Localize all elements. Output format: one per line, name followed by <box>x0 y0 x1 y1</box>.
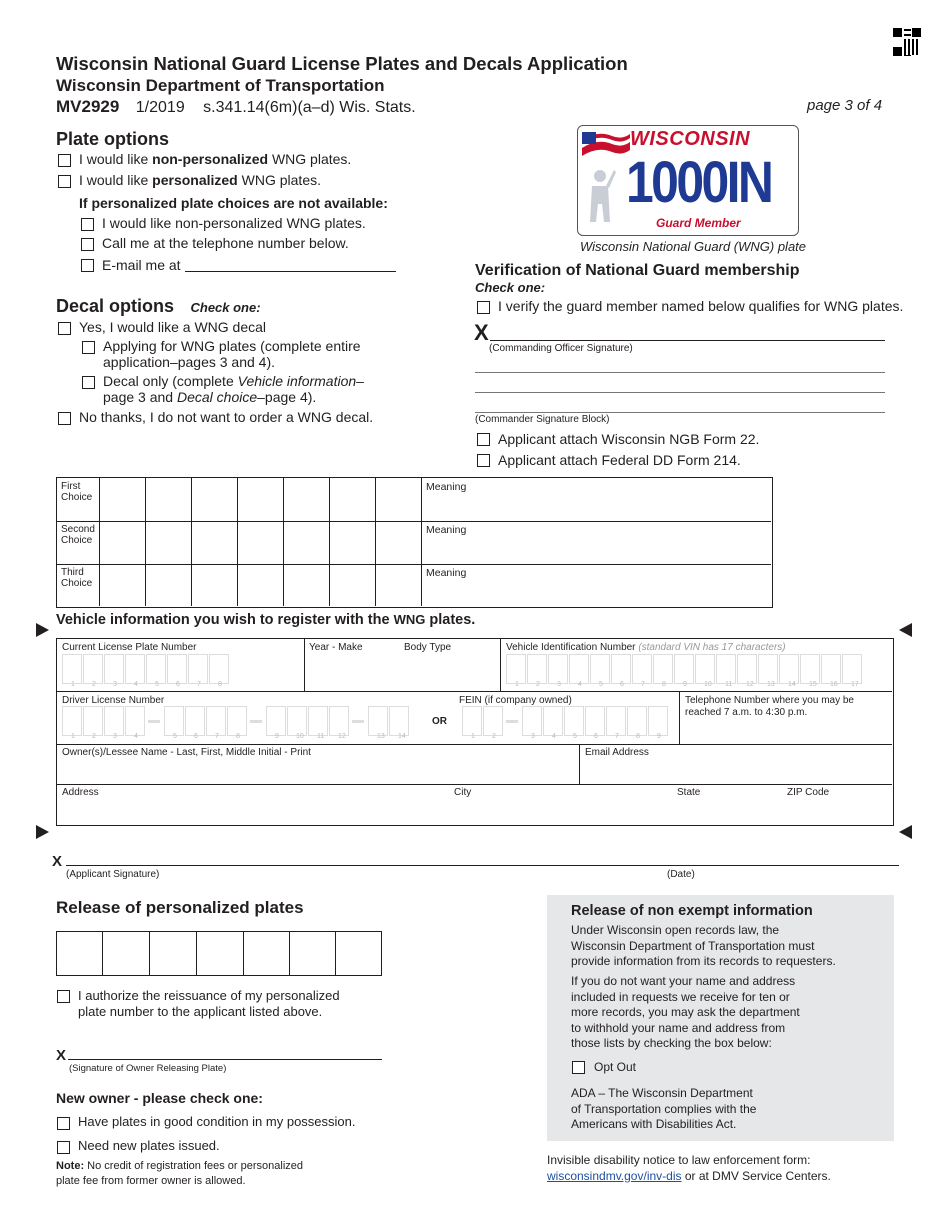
call-me-checkbox[interactable] <box>81 238 94 251</box>
digit-box[interactable] <box>548 654 568 684</box>
verify-member-checkbox[interactable] <box>477 301 490 314</box>
fein-boxes[interactable] <box>462 706 677 742</box>
digit-box[interactable] <box>104 654 124 684</box>
signature-block-line-3[interactable] <box>475 412 885 413</box>
digit-number: 4 <box>578 681 582 688</box>
digit-number: 8 <box>662 681 666 688</box>
alt-non-personalized-checkbox[interactable] <box>81 218 94 231</box>
digit-box[interactable] <box>606 706 626 736</box>
digit-box[interactable] <box>167 654 187 684</box>
driver-license-boxes[interactable] <box>62 706 427 742</box>
digit-number: 8 <box>218 681 222 688</box>
decal-with-plates-checkbox[interactable] <box>82 341 95 354</box>
digit-box[interactable] <box>287 706 307 736</box>
digit-number: 1 <box>71 681 75 688</box>
email-me-label: E-mail me at <box>102 257 181 273</box>
digit-box[interactable] <box>83 654 103 684</box>
call-me-label: Call me at the telephone number below. <box>102 235 349 251</box>
digit-number: 17 <box>851 681 859 688</box>
digit-number: 5 <box>573 733 577 740</box>
meaning-label: Meaning <box>426 481 467 493</box>
alignment-arrow-left-bottom <box>36 825 49 839</box>
separator-dash <box>352 720 364 723</box>
digit-number: 2 <box>536 681 540 688</box>
new-owner-heading: New owner - please check one: <box>56 1090 263 1106</box>
plate-choices-grid <box>56 477 773 608</box>
meaning-label: Meaning <box>426 567 467 579</box>
choice-label: Second Choice <box>61 524 95 546</box>
body-type-label: Body Type <box>404 642 452 653</box>
digit-number: 10 <box>296 733 304 740</box>
digit-number: 6 <box>194 733 198 740</box>
digit-number: 4 <box>552 733 556 740</box>
digit-box[interactable] <box>266 706 286 736</box>
plate-tagline: Guard Member <box>656 216 741 230</box>
digit-number: 1 <box>471 733 475 740</box>
digit-box[interactable] <box>821 654 841 684</box>
signature-block-line-2[interactable] <box>475 392 885 393</box>
decal-only-label: Decal only (complete Vehicle information– page 3 and Decal choice–page 4). <box>103 373 364 405</box>
form-title: Wisconsin National Guard License Plates and Decals Application <box>56 53 628 74</box>
decal-no-label: No thanks, I do not want to order a WNG decal. <box>79 409 374 425</box>
email-me-checkbox[interactable] <box>81 259 94 272</box>
nonexempt-info-box <box>547 895 894 1141</box>
invisible-disability-link[interactable]: wisconsindmv.gov/inv-dis <box>547 1168 682 1183</box>
digit-box[interactable] <box>125 706 145 736</box>
plate-number-boxes[interactable] <box>62 654 302 690</box>
owner-release-signature-line[interactable] <box>68 1059 382 1060</box>
vehicle-info-table <box>56 638 894 826</box>
year-make-label: Year - Make <box>309 642 363 653</box>
digit-number: 12 <box>338 733 346 740</box>
personalized-label: I would like personalized WNG plates. <box>79 172 321 188</box>
choice-row <box>57 564 771 606</box>
digit-box[interactable] <box>758 654 778 684</box>
digit-number: 14 <box>788 681 796 688</box>
digit-box[interactable] <box>206 706 226 736</box>
or-label: OR <box>432 716 447 727</box>
digit-box[interactable] <box>329 706 349 736</box>
digit-number: 7 <box>197 681 201 688</box>
address-field[interactable] <box>57 799 891 824</box>
plate-options-title: Plate options <box>56 129 170 149</box>
officer-sig-x: X <box>474 320 489 345</box>
digit-number: 5 <box>599 681 603 688</box>
release-plate-boxes[interactable] <box>56 931 382 976</box>
digit-number: 6 <box>176 681 180 688</box>
digit-box[interactable] <box>308 706 328 736</box>
dd-form-checkbox[interactable] <box>477 454 490 467</box>
digit-number: 13 <box>767 681 775 688</box>
digit-box[interactable] <box>611 654 631 684</box>
vehicle-info-title: Vehicle information you wish to register with the WNG plates. <box>56 612 476 628</box>
separator-dash <box>506 720 518 723</box>
decal-options-title: Decal options <box>56 296 175 316</box>
plate-caption: Wisconsin National Guard (WNG) plate <box>580 239 807 254</box>
digit-box[interactable] <box>389 706 409 736</box>
form-statute: s.341.14(6m)(a–d) Wis. Stats. <box>203 99 416 116</box>
digit-number: 5 <box>155 681 159 688</box>
digit-box[interactable] <box>648 706 668 736</box>
digit-box[interactable] <box>800 654 820 684</box>
alignment-arrow-right-bottom <box>899 825 912 839</box>
digit-number: 16 <box>830 681 838 688</box>
digit-number: 3 <box>113 733 117 740</box>
need-new-plates-label: Need new plates issued. <box>78 1138 220 1153</box>
digit-number: 11 <box>317 733 325 740</box>
decal-options-heading <box>56 296 261 317</box>
plates-good-checkbox[interactable] <box>57 1117 70 1130</box>
release-note: Note: No credit of registration fees or personalized plate fee from former owner is allowed. <box>56 1160 303 1187</box>
digit-number: 7 <box>615 733 619 740</box>
decal-with-plates-label: Applying for WNG plates (complete entire application–pages 3 and 4). <box>103 338 361 370</box>
digit-box[interactable] <box>585 706 605 736</box>
digit-box[interactable] <box>543 706 563 736</box>
digit-box[interactable] <box>779 654 799 684</box>
digit-box[interactable] <box>674 654 694 684</box>
digit-box[interactable] <box>522 706 542 736</box>
invisible-disability-notice: Invisible disability notice to law enforcement form: wisconsindmv.gov/inv-dis or at DMV Service Centers. <box>547 1153 831 1183</box>
digit-box[interactable] <box>716 654 736 684</box>
digit-box[interactable] <box>209 654 229 684</box>
non-personalized-checkbox[interactable] <box>58 154 71 167</box>
digit-box[interactable] <box>737 654 757 684</box>
digit-box[interactable] <box>62 706 82 736</box>
digit-box[interactable] <box>146 654 166 684</box>
vin-label: Vehicle Identification Number (standard VIN has 17 characters) <box>506 642 786 653</box>
alignment-arrow-right-top <box>899 623 912 637</box>
digit-box[interactable] <box>188 654 208 684</box>
digit-box[interactable] <box>632 654 652 684</box>
telephone-label: Telephone Number where you may be reached 7 a.m. to 4:30 p.m. <box>685 695 854 718</box>
ngb-form-label: Applicant attach Wisconsin NGB Form 22. <box>498 431 760 447</box>
alt-non-personalized-label: I would like non-personalized WNG plates. <box>102 215 366 231</box>
digit-number: 3 <box>531 733 535 740</box>
plate-number-label: Current License Plate Number <box>62 642 197 653</box>
decal-yes-label: Yes, I would like a WNG decal <box>79 319 267 335</box>
plate-number: 1000IN <box>626 150 772 215</box>
signature-block-label: (Commander Signature Block) <box>475 414 610 425</box>
email-field[interactable] <box>581 757 891 783</box>
owner-name-label: Owner(s)/Lessee Name - Last, First, Middle Initial - Print <box>62 747 311 758</box>
digit-number: 2 <box>92 733 96 740</box>
qr-code <box>893 28 921 56</box>
authorize-reissuance-label: I authorize the reissuance of my personalized plate number to the applicant listed above. <box>78 988 340 1019</box>
officer-signature-line[interactable] <box>490 340 885 341</box>
digit-number: 6 <box>620 681 624 688</box>
digit-number: 12 <box>746 681 754 688</box>
plates-good-label: Have plates in good condition in my possession. <box>78 1114 356 1129</box>
officer-signature-label: (Commanding Officer Signature) <box>489 343 633 354</box>
plate-state: WISCONSIN <box>630 128 751 150</box>
digit-number: 3 <box>557 681 561 688</box>
unavailable-heading: If personalized plate choices are not available: <box>79 195 388 211</box>
digit-number: 9 <box>683 681 687 688</box>
digit-box[interactable] <box>506 654 526 684</box>
digit-number: 9 <box>657 733 661 740</box>
digit-number: 10 <box>704 681 712 688</box>
choice-label: Third Choice <box>61 567 93 589</box>
digit-number: 5 <box>173 733 177 740</box>
digit-number: 14 <box>398 733 406 740</box>
email-address-label: Email Address <box>585 747 649 758</box>
agency-name: Wisconsin Department of Transportation <box>56 76 385 95</box>
digit-box[interactable] <box>83 706 103 736</box>
vin-boxes[interactable] <box>506 654 886 690</box>
email-input-line[interactable] <box>185 271 396 272</box>
nonexempt-title: Release of non exempt information <box>571 903 813 919</box>
plate-image <box>577 125 799 236</box>
digit-box[interactable] <box>627 706 647 736</box>
digit-number: 6 <box>594 733 598 740</box>
digit-box[interactable] <box>185 706 205 736</box>
city-label: City <box>454 787 472 798</box>
dd-form-label: Applicant attach Federal DD Form 214. <box>498 452 741 468</box>
digit-number: 11 <box>725 681 733 688</box>
decal-no-checkbox[interactable] <box>58 412 71 425</box>
non-personalized-label: I would like non-personalized WNG plates. <box>79 151 352 167</box>
opt-out-label: Opt Out <box>594 1060 637 1074</box>
digit-box[interactable] <box>653 654 673 684</box>
personalized-checkbox[interactable] <box>58 175 71 188</box>
applicant-signature-line[interactable] <box>66 865 899 866</box>
digit-box[interactable] <box>695 654 715 684</box>
decal-yes-checkbox[interactable] <box>58 322 71 335</box>
meaning-label: Meaning <box>426 524 467 536</box>
ada-notice: ADA – The Wisconsin Department of Transportation complies with the Americans with Disabilities Act. <box>571 1086 757 1131</box>
digit-number: 4 <box>134 681 138 688</box>
verification-title: Verification of National Guard membership <box>475 262 800 279</box>
digit-box[interactable] <box>590 654 610 684</box>
date-label: (Date) <box>667 869 695 880</box>
separator-dash <box>250 720 262 723</box>
applicant-signature-label: (Applicant Signature) <box>66 869 160 880</box>
digit-number: 13 <box>377 733 385 740</box>
state-label: State <box>677 787 701 798</box>
verify-member-label: I verify the guard member named below qualifies for WNG plates. <box>498 298 904 314</box>
digit-number: 4 <box>134 733 138 740</box>
fein-label: FEIN (if company owned) <box>459 695 572 706</box>
digit-number: 1 <box>515 681 519 688</box>
digit-number: 7 <box>641 681 645 688</box>
choice-label: First Choice <box>61 481 93 503</box>
digit-box[interactable] <box>164 706 184 736</box>
digit-number: 2 <box>92 681 96 688</box>
digit-box[interactable] <box>564 706 584 736</box>
digit-number: 2 <box>492 733 496 740</box>
alignment-arrow-left-top <box>36 623 49 637</box>
applicant-sig-x: X <box>52 853 63 870</box>
digit-box[interactable] <box>125 654 145 684</box>
signature-block-line-1[interactable] <box>475 372 885 373</box>
digit-box[interactable] <box>227 706 247 736</box>
decal-check-one: Check one: <box>190 300 261 315</box>
release-title: Release of personalized plates <box>56 898 304 917</box>
decal-only-checkbox[interactable] <box>82 376 95 389</box>
digit-number: 8 <box>236 733 240 740</box>
form-id-line <box>56 97 416 117</box>
owner-sig-x: X <box>56 1047 67 1064</box>
digit-number: 15 <box>809 681 817 688</box>
opt-out-checkbox[interactable] <box>572 1061 585 1074</box>
page-number: page 3 of 4 <box>807 97 883 114</box>
owner-name-field[interactable] <box>57 757 577 783</box>
digit-box[interactable] <box>368 706 388 736</box>
verification-check-one: Check one: <box>475 280 546 295</box>
digit-number: 3 <box>113 681 117 688</box>
digit-box[interactable] <box>527 654 547 684</box>
choice-row <box>57 478 771 522</box>
digit-box[interactable] <box>483 706 503 736</box>
digit-box[interactable] <box>569 654 589 684</box>
driver-license-label: Driver License Number <box>62 695 165 706</box>
owner-release-signature-label: (Signature of Owner Releasing Plate) <box>69 1063 227 1074</box>
nonexempt-paragraph-1: Under Wisconsin open records law, the Wisconsin Department of Transportation must provide information from its records to requesters. <box>571 923 836 968</box>
digit-box[interactable] <box>842 654 862 684</box>
digit-box[interactable] <box>62 654 82 684</box>
zip-label: ZIP Code <box>787 787 830 798</box>
digit-box[interactable] <box>462 706 482 736</box>
form-number: MV2929 <box>56 97 120 116</box>
digit-number: 7 <box>215 733 219 740</box>
separator-dash <box>148 720 160 723</box>
address-label: Address <box>62 787 99 798</box>
authorize-reissuance-checkbox[interactable] <box>57 990 70 1003</box>
digit-number: 9 <box>275 733 279 740</box>
need-new-plates-checkbox[interactable] <box>57 1141 70 1154</box>
ngb-form-checkbox[interactable] <box>477 433 490 446</box>
digit-number: 1 <box>71 733 75 740</box>
form-revision: 1/2019 <box>135 99 185 116</box>
digit-box[interactable] <box>104 706 124 736</box>
choice-row <box>57 521 771 565</box>
nonexempt-paragraph-2: If you do not want your name and address included in requests we receive for ten or more records, you may ask the department to withhold your name and address from those lists by checking the box below: <box>571 974 800 1050</box>
digit-number: 8 <box>636 733 640 740</box>
